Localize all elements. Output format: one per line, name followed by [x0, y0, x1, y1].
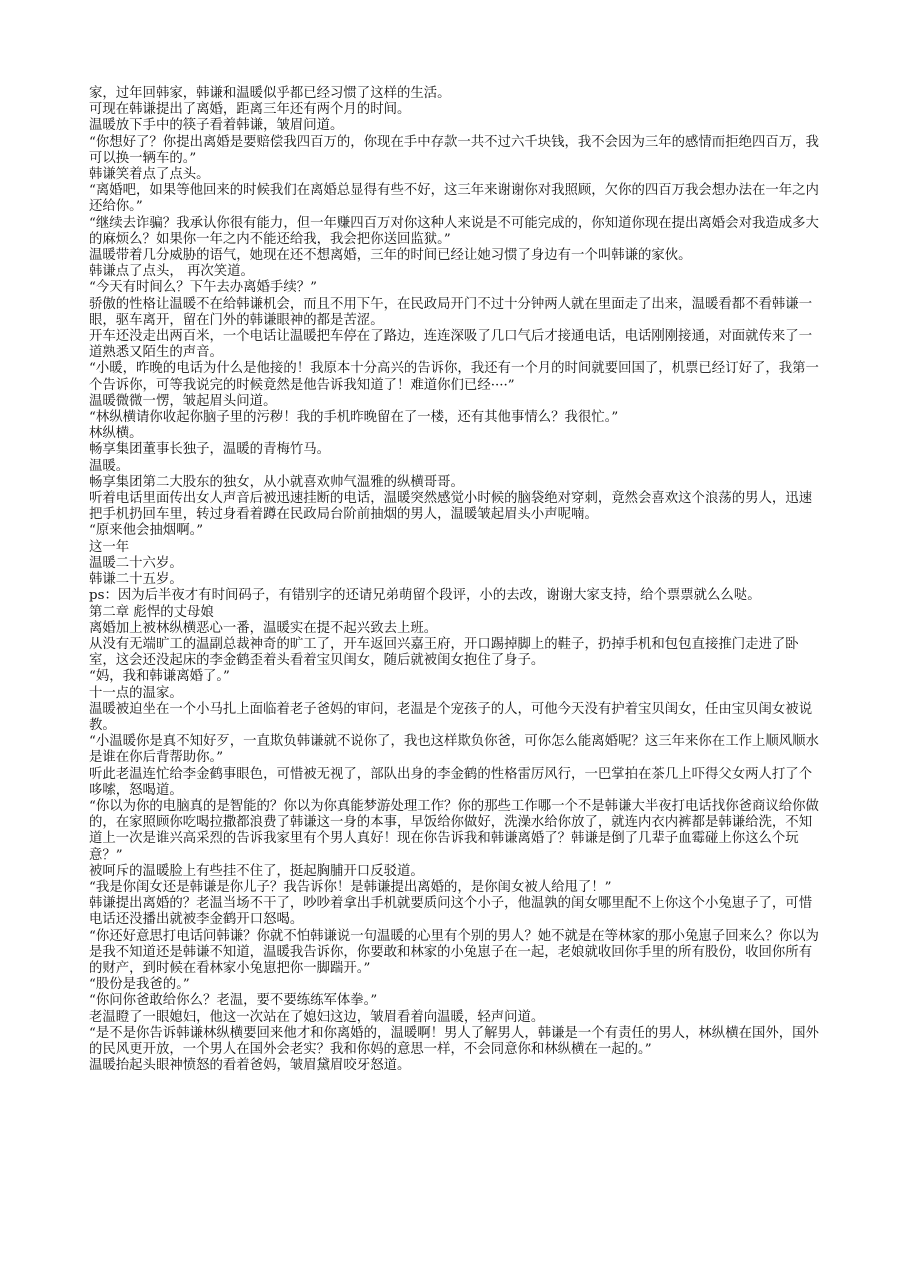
paragraph: 开车还没走出两百米，一个电话让温暖把车停在了路边，连连深吸了几口气后才接通电话，电话刚刚接通，对面就传来了一道熟悉又陌生的声音。 [89, 329, 813, 361]
paragraph: “继续去诈骗？我承认你很有能力，但一年赚四百万对你这种人来说是不可能完成的，你知道你现在提出离婚会对我造成多大的麻烦么？如果你一年之内不能还给我，我会把你送回监狱。” [89, 215, 819, 247]
paragraph: 温暖。 [89, 458, 130, 474]
paragraph: 可现在韩谦提出了离婚，距离三年还有两个月的时间。 [89, 102, 411, 118]
paragraph: 温暖微微一愣，皱起眉头问道。 [89, 393, 277, 409]
paragraph: 十一点的温家。 [89, 685, 183, 701]
paragraph: 韩谦笑着点了点头。 [89, 167, 210, 183]
paragraph: 韩谦提出离婚的？老温当场不干了，吵吵着拿出手机就要质问这个小子，他温孰的闺女哪里配不上你这个小兔崽子了，可惜电话还没播出就被李金鹤开口怒喝。 [89, 896, 813, 928]
paragraph: “林纵横请你收起你脑子里的污秽！我的手机昨晚留在了一楼，还有其他事情么？我很忙。” [89, 410, 619, 426]
paragraph: 听着电话里面传出女人声音后被迅速挂断的电话，温暖突然感觉小时候的脑袋绝对穿刺，竟然会喜欢这个浪荡的男人，迅速把手机扔回车里，转过身看着蹲在民政局台阶前抽烟的男人，温暖皱起眉头小声呢喃。 [89, 491, 813, 523]
paragraph: 被呵斥的温暖脸上有些挂不住了，挺起胸脯开口反驳道。 [89, 863, 424, 879]
paragraph: “你想好了？你提出离婚是要赔偿我四百万的，你现在手中存款一共不过六千块钱，我不会因为三年的感情而拒绝四百万，我可以换一辆车的。” [89, 134, 819, 166]
paragraph: 老温瞪了一眼媳妇，他这一次站在了媳妇这边，皱眉看着向温暖，轻声问道。 [89, 1009, 545, 1025]
paragraph: “原来他会抽烟啊。” [89, 523, 204, 539]
paragraph: “是不是你告诉韩谦林纵横要回来他才和你离婚的，温暖啊！男人了解男人，韩谦是一个有责任的男人，林纵横在国外，国外的民风更开放，一个男人在国外会老实？我和你妈的意思一样，不会同意你和林纵横在一起的。” [89, 1025, 819, 1057]
paragraph: 畅享集团第二大股东的独女，从小就喜欢帅气温雅的纵横哥哥。 [89, 474, 464, 490]
paragraph: 这一年 [89, 539, 130, 555]
novel-text-body [89, 86, 823, 1074]
paragraph: “离婚吧，如果等他回来的时候我们在离婚总显得有些不好，这三年来谢谢你对我照顾，欠你的四百万我会想办法在一年之内还给你。” [89, 183, 819, 215]
paragraph: 骄傲的性格让温暖不在给韩谦机会，而且不用下午，在民政局开门不过十分钟两人就在里面走了出来，温暖看都不看韩谦一眼，驱车离开，留在门外的韩谦眼神的都是苦涩。 [89, 296, 813, 328]
paragraph: 温暖抬起头眼神愤怒的看着爸妈，皱眉黛眉咬牙怒道。 [89, 1058, 411, 1074]
paragraph: 听此老温连忙给李金鹤事眼色，可惜被无视了，部队出身的李金鹤的性格雷厉风行，一巴掌拍在茶几上吓得父女两人打了个哆嗦，怒喝道。 [89, 766, 813, 798]
paragraph: 家，过年回韩家，韩谦和温暖似乎都已经习惯了这样的生活。 [89, 86, 451, 101]
paragraph: 从没有无端旷工的温副总裁神奇的旷工了，开车返回兴嘉王府，开口踢掉脚上的鞋子，扔掉手机和包包直接推门走进了卧室，这会还没起床的李金鹤歪着头看着宝贝闺女，随后就被闺女抱住了身子。 [89, 636, 799, 669]
paragraph: ps：因为后半夜才有时间码子，有错别字的还请兄弟萌留个段评，小的去改，谢谢大家支持，给个票票就么么哒。 [89, 588, 761, 604]
paragraph: 离婚加上被林纵横恶心一番，温暖实在提不起兴致去上班。 [89, 620, 438, 636]
paragraph: 温暖带着几分威胁的语气，她现在还不想离婚，三年的时间已经让她习惯了身边有一个叫韩谦的家伙。 [89, 248, 692, 264]
paragraph: 温暖被迫坐在一个小马扎上面临着老子爸妈的审问，老温是个宠孩子的人，可他今天没有护着宝贝闺女，任由宝贝闺女被说教。 [89, 701, 813, 733]
paragraph: 林纵横。 [89, 426, 143, 442]
paragraph: “你以为你的电脑真的是智能的？你以为你真能梦游处理工作？你的那些工作哪一个不是韩谦大半夜打电话找你爸商议给你做的，在家照顾你吃喝拉撒都浪费了韩谦这一身的本事，早饭给你做好，洗澡水给你放了，就连内衣内裤都是韩谦给洗，不知道上一次是谁兴高采烈的告诉我家里有个男人真好！现在你告诉我和韩谦离婚了？韩谦是倒了几辈子血霉碰上你这么个玩意？” [89, 798, 819, 863]
paragraph: 温暖二十六岁。 [89, 555, 183, 571]
paragraph: “妈，我和韩谦离婚了。” [89, 669, 230, 685]
paragraph: “你还好意思打电话问韩谦？你就不怕韩谦说一句温暖的心里有个别的男人？她不就是在等林家的那小兔崽子回来么？你以为是我不知道还是韩谦不知道，温暖我告诉你，你要敢和林家的小兔崽子在一起，老娘就收回你手里的所有股份，收回你所有的财产，到时候在看林家小兔崽把你一脚踹开。” [89, 928, 819, 976]
paragraph: “小温暖你是真不知好歹，一直欺负韩谦就不说你了，我也这样欺负你爸，可你怎么能离婚呢？这三年来你在工作上顺风顺水是谁在你后背帮助你。” [89, 734, 819, 766]
paragraph: 韩谦点了点头， 再次笑道。 [89, 264, 254, 280]
paragraph: 第二章 彪悍的丈母娘 [89, 604, 214, 620]
paragraph: “我是你闺女还是韩谦是你儿子？我告诉你！是韩谦提出离婚的，是你闺女被人给甩了！” [89, 879, 612, 895]
paragraph: “今天有时间么？下午去办离婚手续？” [89, 280, 317, 296]
paragraph: 温暖放下手中的筷子看着韩谦，皱眉问道。 [89, 118, 344, 134]
paragraph: 畅享集团董事长独子，温暖的青梅竹马。 [89, 442, 331, 458]
paragraph: “小暖，昨晚的电话为什么是他接的！我原本十分高兴的告诉你，我还有一个月的时间就要回国了，机票已经订好了，我第一个告诉你，可等我说完的时候竟然是他告诉我知道了！难道你们已经····” [89, 361, 819, 393]
paragraph: “股份是我爸的。” [89, 977, 190, 993]
paragraph: “你问你爸敢给你么？老温，要不要练练军体拳。” [89, 993, 378, 1009]
paragraph: 韩谦二十五岁。 [89, 572, 183, 588]
